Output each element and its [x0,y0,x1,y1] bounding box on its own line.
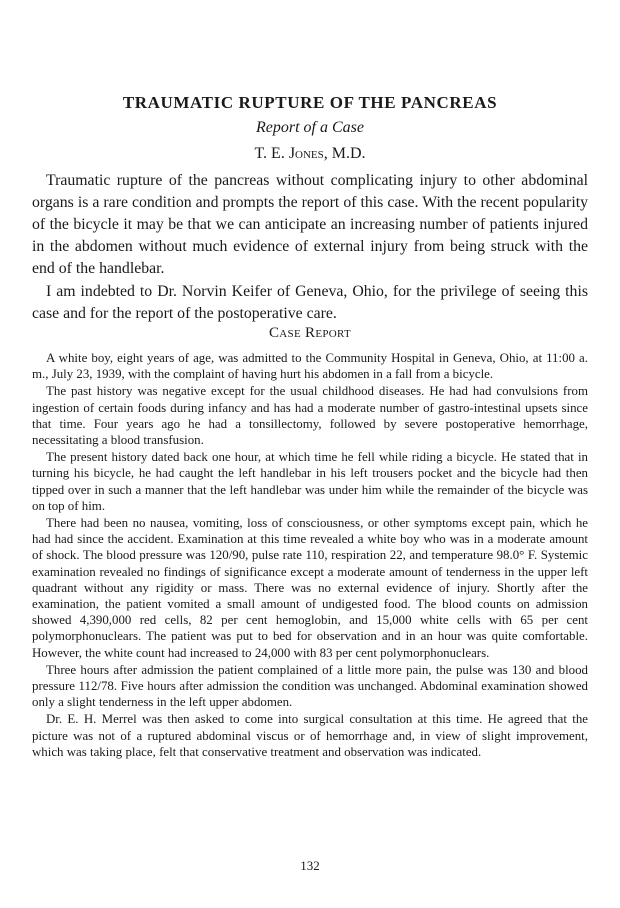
case-paragraph: The past history was negative except for the usual childhood diseases. He had had convulsions from ingestion of certain foods during infancy and has had a moderate number of gastro-intestinal upsets since that time. Four years ago he had a tonsillectomy, followed by severe postoperative hemorrhage, necessitating a blood transfusion. [32,384,588,448]
case-paragraph: The present history dated back one hour, at which time he fell while riding a bicycle. He stated that in turning his bicycle, he had caught the left handlebar in his left trousers pocket and the bicycle had then tipped over in such a manner that the left handlebar was under him while the remainder of the bicycle was on top of him. [32,450,588,513]
intro-paragraph: Traumatic rupture of the pancreas without complicating injury to other abdominal organs is a rare condition and prompts the report of this case. With the recent popularity of the bicycle it may be that we can anticipate an increasing number of patients injured in the abdomen without much evidence of external injury from being struck with the end of the handlebar. [32,172,588,277]
intro-paragraph: I am indebted to Dr. Norvin Keifer of Geneva, Ohio, for the privilege of seeing this case and for the report of the postoperative care. [32,283,588,322]
introduction [32,170,588,325]
article-title: TRAUMATIC RUPTURE OF THE PANCREAS [122,93,498,112]
case-paragraph: There had been no nausea, vomiting, loss of consciousness, or other symptoms except pain, which he had had since the accident. Examination at this time revealed a white boy who was in a moderate amount of shock. The blood pressure was 120/90, pulse rate 110, respiration 22, and temperature 98.0° F. Systemic examination revealed no findings of significance except a moderate amount of tenderness in the upper left quadrant without any rigidity or mass. There was no external evidence of injury. Shortly after the examination, the patient vomited a small amount of undigested food. The blood counts on admission showed 4,390,000 red cells, 82 per cent hemoglobin, and 15,000 white cells with 65 per cent polymorphonuclears. The patient was put to bed for observation and in an hour was quite comfortable. However, the white count had increased to 24,000 with 83 per cent polymorphonuclears. [32,516,588,660]
section-heading: Case Report [268,325,352,341]
case-report-body [32,350,588,760]
article-author: T. E. Jones, M.D. [254,145,366,162]
case-paragraph: Dr. E. H. Merrel was then asked to come into surgical consultation at this time. He agreed that the picture was not of a ruptured abdominal viscus or of hemorrhage and, in view of slight improvement, which was taking place, felt that conservative treatment and observation was indicated. [32,712,588,759]
page-number: 132 [300,858,320,873]
article-subtitle: Report of a Case [256,119,364,136]
case-paragraph: Three hours after admission the patient complained of a little more pain, the pulse was 130 and blood pressure 112/78. Five hours after admission the condition was unchanged. Abdominal examination showed only a slight tenderness in the left upper abdomen. [32,662,588,710]
case-paragraph: A white boy, eight years of age, was admitted to the Community Hospital in Geneva, Ohio, at 11:00 a. m., July 23, 1939, with the complaint of having hurt his abdomen in a fall from a bicycle. [32,351,588,382]
